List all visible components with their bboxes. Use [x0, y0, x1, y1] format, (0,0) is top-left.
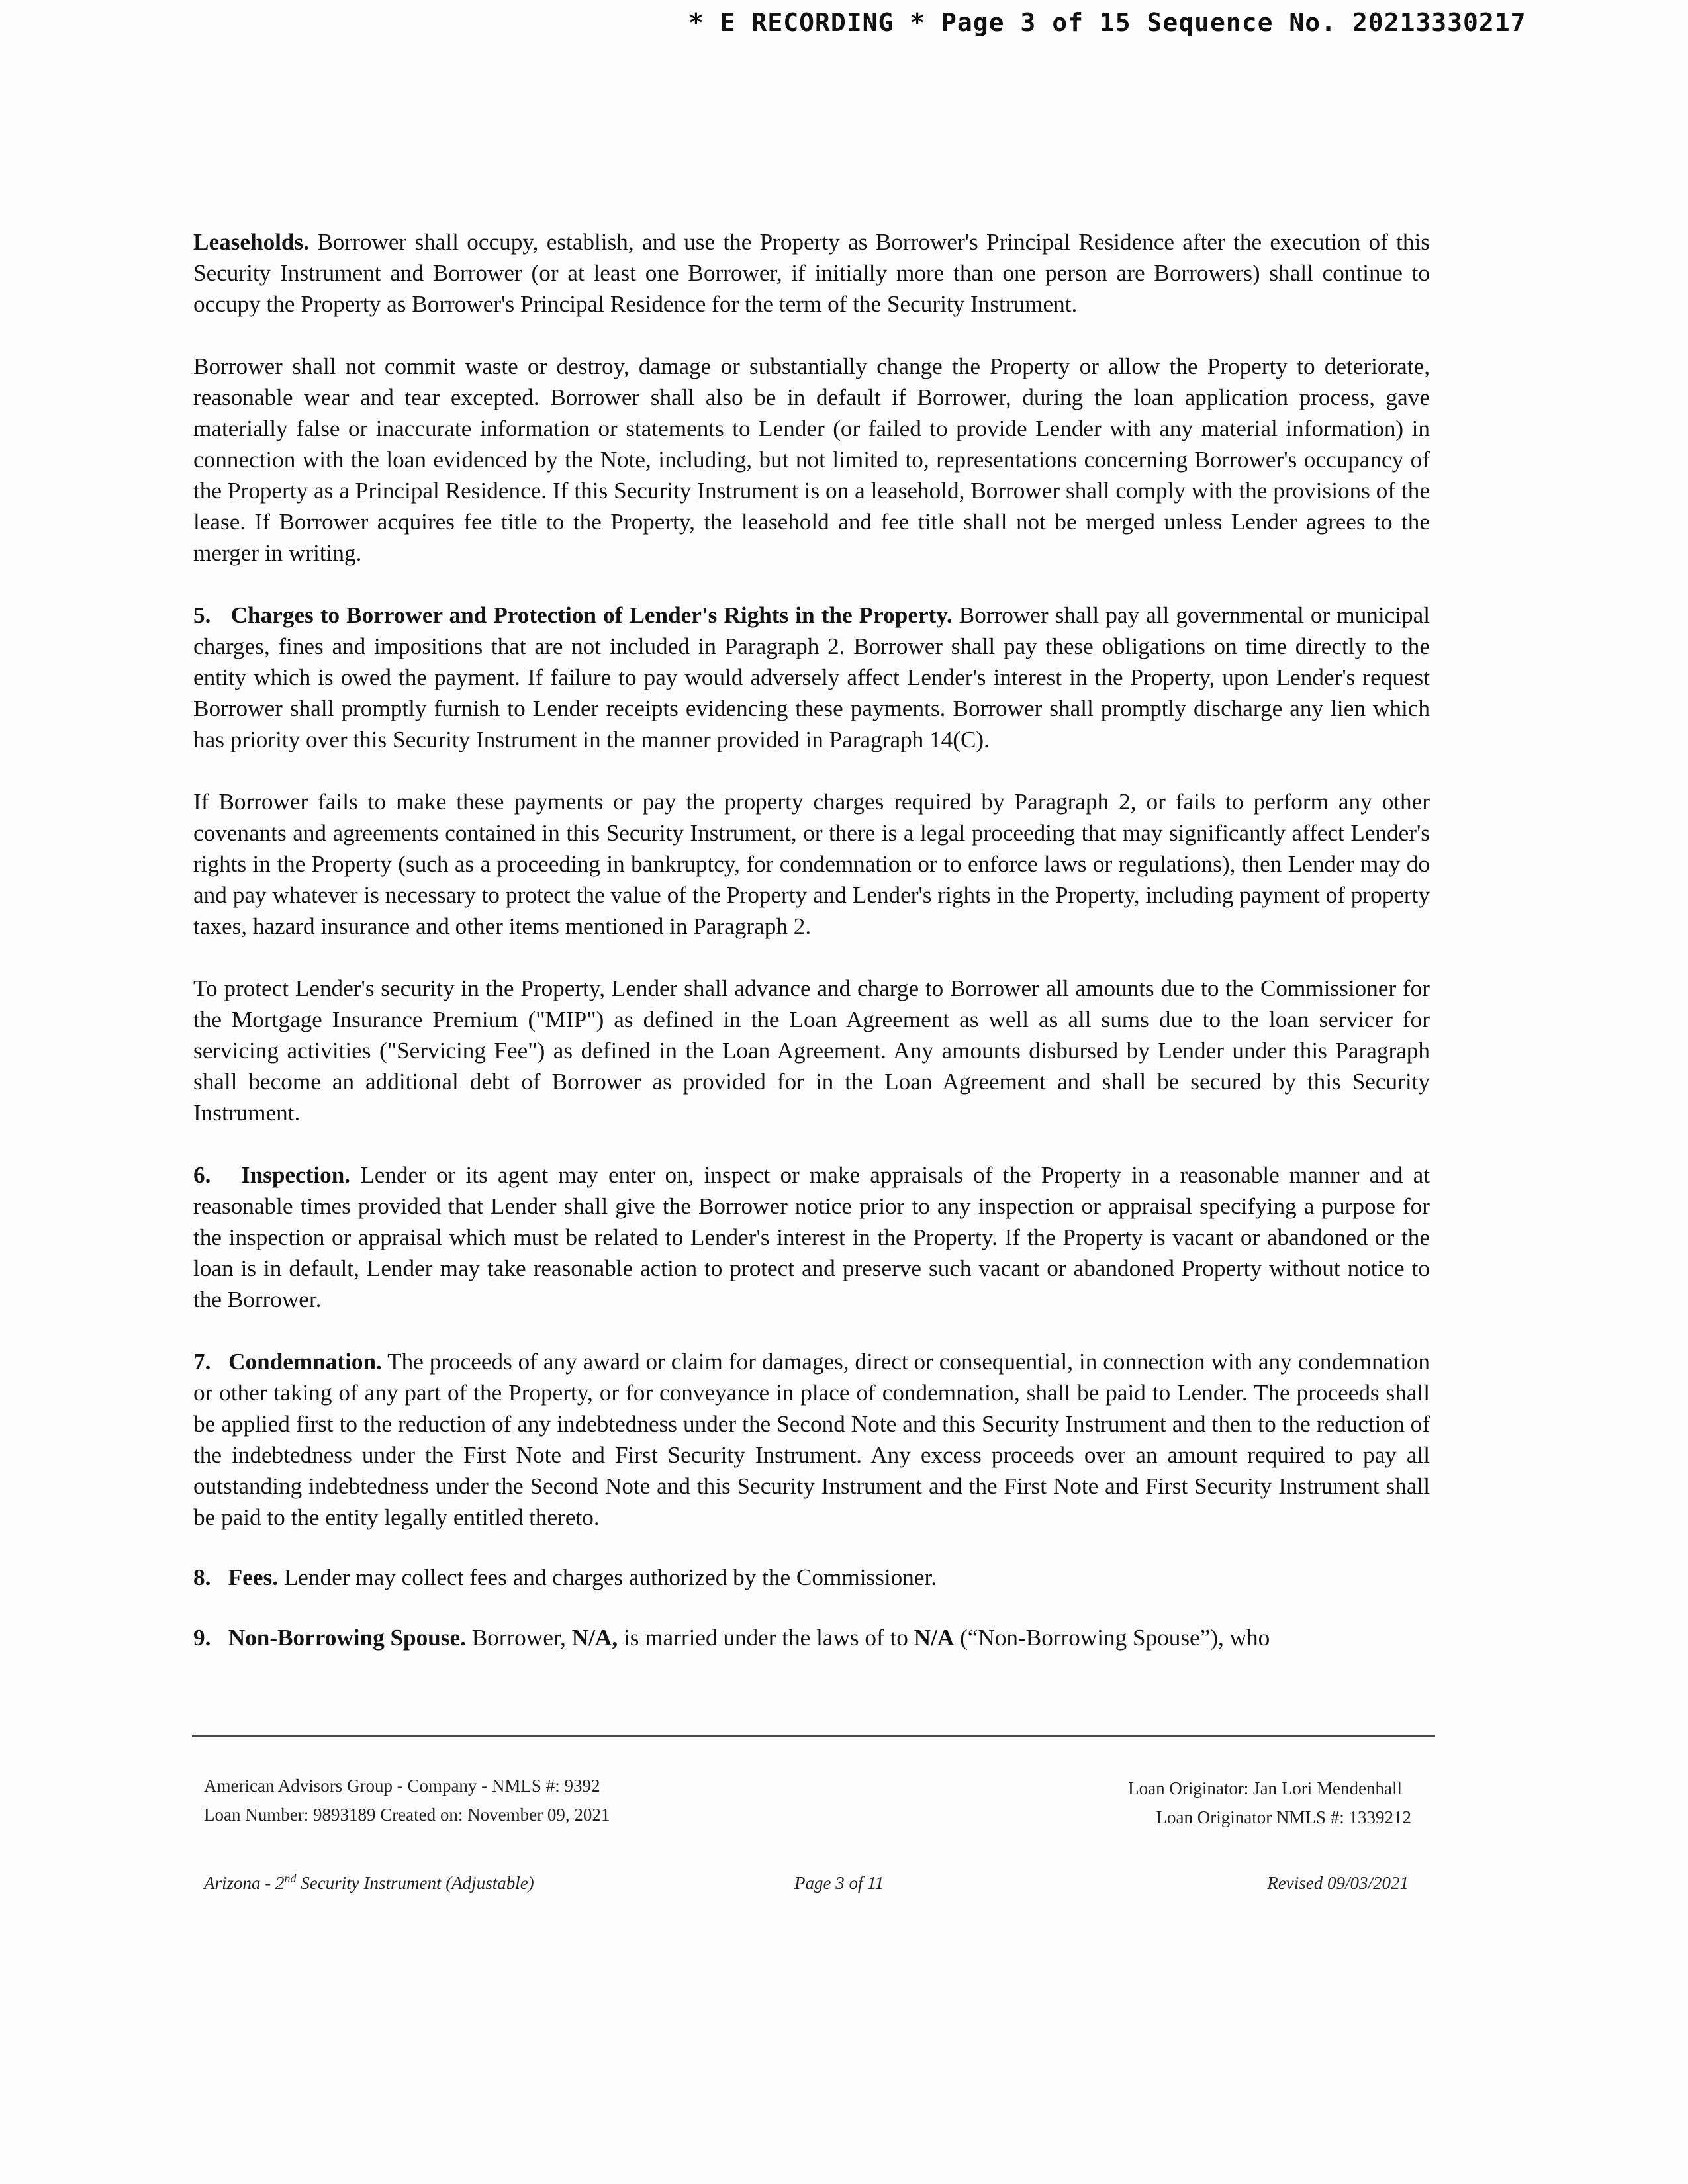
paragraph-waste — [193, 351, 1430, 569]
section-number: 9. — [193, 1625, 211, 1651]
section-number: 7. — [193, 1349, 211, 1375]
spouse-name: N/A — [914, 1625, 955, 1651]
footer-company: American Advisors Group - Company - NMLS #: 9392 — [204, 1776, 600, 1796]
footer-page-number: Page 3 of 11 — [794, 1873, 884, 1893]
section-8-fees — [193, 1562, 1430, 1593]
section-5-charges — [193, 600, 1430, 755]
section-heading: Non-Borrowing Spouse. — [228, 1625, 466, 1651]
paragraph-text: Lender may collect fees and charges authorized by the Commissioner. — [278, 1565, 937, 1590]
footer-lender-info — [204, 1771, 610, 1829]
footer-form-title: Arizona - 2nd Security Instrument (Adjustable) — [204, 1872, 534, 1893]
section-heading: Inspection. — [240, 1162, 351, 1188]
section-number: 5. — [193, 602, 211, 628]
paragraph-protect-security — [193, 973, 1430, 1128]
recording-stamp: * E RECORDING * Page 3 of 15 Sequence No. 20213330217 — [688, 8, 1526, 37]
footer-revised-date: Revised 09/03/2021 — [1267, 1873, 1409, 1893]
footer-form-line — [204, 1873, 1409, 1902]
paragraph-text: Lender or its agent may enter on, inspect or make appraisals of the Property in a reasonable manner and at reasonable times provided that Lender shall give the Borrower notice prior to any inspection or appraisal specifying a purpose for the inspection or appraisal which must be related to Lender's interest in the Property. If the Property is vacant or abandoned or the loan is in default, Lender may take reasonable action to protect and preserve such vacant or abandoned Property without notice to the Borrower. — [193, 1162, 1430, 1312]
footer-divider — [192, 1735, 1435, 1737]
footer-originator-nmls: Loan Originator NMLS #: 1339212 — [1156, 1807, 1411, 1827]
footer-originator-info — [1094, 1774, 1411, 1832]
section-number: 8. — [193, 1565, 211, 1590]
section-heading: Condemnation. — [228, 1349, 382, 1375]
paragraph-text: Borrower shall occupy, establish, and use the Property as Borrower's Principal Residence after the execution of this Security Instrument and Borrower (or at least one Borrower, if initially more than one person are Borrowers) shall continue to occupy the Property as Borrower's Principal Residence for the term of the Security Instrument. — [193, 229, 1430, 317]
borrower-name: N/A, — [571, 1625, 618, 1651]
section-6-inspection — [193, 1160, 1430, 1315]
section-7-condemnation — [193, 1346, 1430, 1533]
document-body — [193, 226, 1430, 1653]
paragraph-borrower-fails — [193, 786, 1430, 942]
spouse-text-pre: Borrower, — [465, 1625, 572, 1651]
paragraph-text: The proceeds of any award or claim for damages, direct or consequential, in connection with any condemnation or other taking of any part of the Property, or for conveyance in place of condemnation, shall be paid to Lender. The proceeds shall be applied first to the reduction of any indebtedness under the Second Note and this Security Instrument and then to the reduction of the indebtedness under the First Note and First Security Instrument. Any excess proceeds over an amount required to pay all outstanding indebtedness under the Second Note and this Security Instrument and the First Note and First Security Instrument shall be paid to the entity legally entitled thereto. — [193, 1349, 1430, 1530]
spouse-text-mid: is married under the laws of to — [618, 1625, 914, 1651]
paragraph-text: Borrower shall not commit waste or destroy, damage or substantially change the Property or allow the Property to deteriorate, reasonable wear and tear excepted. Borrower shall also be in default if Borrower, during the loan application process, gave materially false or inaccurate information or statements to Lender (or failed to provide Lender with any material information) in connection with the loan evidenced by the Note, including, but not limited to, representations concerning Borrower's occupancy of the Property as a Principal Residence. If this Security Instrument is on a leasehold, Borrower shall comply with the provisions of the lease. If Borrower acquires fee title to the Property, the leasehold and fee title shall not be merged unless Lender agrees to the merger in writing. — [193, 353, 1430, 566]
paragraph-text: If Borrower fails to make these payments or pay the property charges required by Paragraph 2, or fails to perform any other covenants and agreements contained in this Security Instrument, or there is a legal proceeding that may significantly affect Lender's rights in the Property (such as a proceeding in bankruptcy, for condemnation or to enforce laws or regulations), then Lender may do and pay whatever is necessary to protect the value of the Property and Lender's rights in the Property, including payment of property taxes, hazard insurance and other items mentioned in Paragraph 2. — [193, 789, 1430, 939]
footer-originator: Loan Originator: Jan Lori Mendenhall — [1128, 1778, 1402, 1798]
paragraph-text: To protect Lender's security in the Property, Lender shall advance and charge to Borrower all amounts due to the Commissioner for the Mortgage Insurance Premium ("MIP") as defined in the Loan Agreement as well as all sums due to the loan servicer for servicing activities ("Servicing Fee") as defined in the Loan Agreement. Any amounts disbursed by Lender under this Paragraph shall become an additional debt of Borrower as provided for in the Loan Agreement and shall be secured by this Security Instrument. — [193, 976, 1430, 1126]
paragraph-text: Borrower shall pay all governmental or municipal charges, fines and impositions that are not included in Paragraph 2. Borrower shall pay these obligations on time directly to the entity which is owed the payment. If failure to pay would adversely affect Lender's interest in the Property, upon Lender's request Borrower shall promptly furnish to Lender receipts evidencing these payments. Borrower shall promptly discharge any lien which has priority over this Security Instrument in the manner provided in Paragraph 14(C). — [193, 602, 1430, 752]
section-number: 6. — [193, 1162, 211, 1188]
paragraph-leaseholds — [193, 226, 1430, 320]
section-9-non-borrowing-spouse — [193, 1622, 1430, 1653]
spouse-text-post: (“Non-Borrowing Spouse”), who — [954, 1625, 1270, 1651]
paragraph-heading: Leaseholds. — [193, 229, 309, 255]
section-heading: Fees. — [228, 1565, 279, 1590]
section-heading: Charges to Borrower and Protection of Lender's Rights in the Property. — [230, 602, 953, 628]
footer-loan-number: Loan Number: 9893189 Created on: November 09, 2021 — [204, 1805, 610, 1825]
